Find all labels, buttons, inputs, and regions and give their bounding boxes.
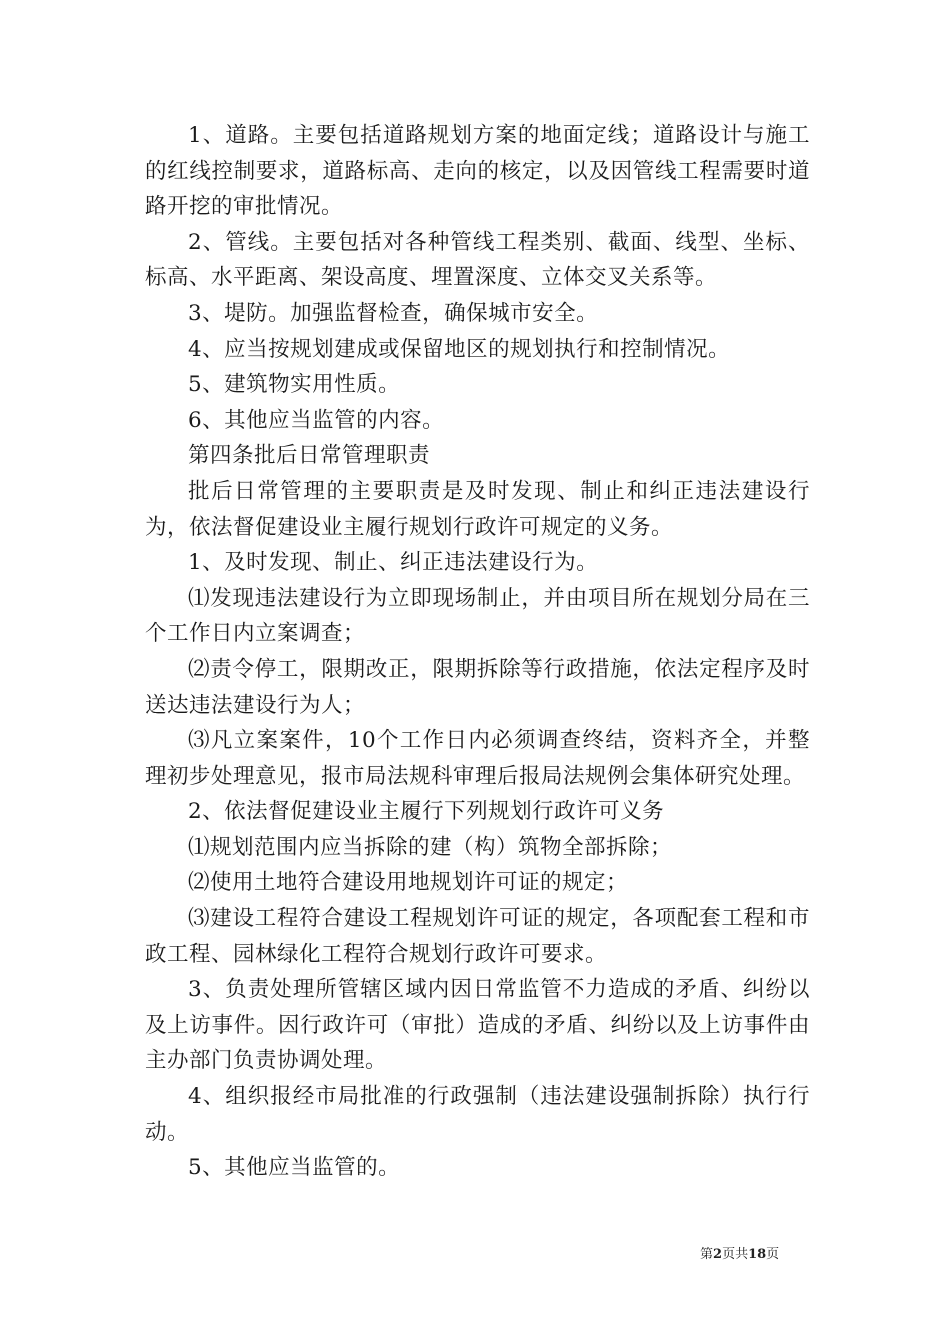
current-page-number: 2 [713,1247,723,1262]
paragraph-duty-1-item-1: ⑴发现违法建设行为立即现场制止，并由项目所在规划分局在三个工作日内立案调查； [145,585,810,647]
paragraph-pipeline: 2、管线。主要包括对各种管线工程类别、截面、线型、坐标、标高、水平距离、架设高度、埋置深度、立体交叉关系等。 [145,229,810,291]
paragraph-other-content: 6、其他应当监管的内容。 [188,407,445,433]
paragraph-building-use: 5、建筑物实用性质。 [188,372,401,398]
paragraph-duty-3: 3、负责处理所管辖区域内因日常监管不力造成的矛盾、纠纷以及上访事件。因行政许可（审批）造成的矛盾、纠纷以及上访事件由主办部门负责协调处理。 [145,977,810,1074]
paragraph-duty-5: 5、其他应当监管的。 [188,1155,401,1181]
paragraph-duty-2-item-1: ⑴规划范围内应当拆除的建（构）筑物全部拆除； [188,834,673,860]
footer-middle: 页共 [722,1247,749,1262]
page-footer [700,1246,810,1264]
paragraph-duty-4: 4、组织报经市局批准的行政强制（违法建设强制拆除）执行行动。 [145,1084,810,1145]
footer-prefix: 第 [700,1247,714,1262]
paragraph-duty-2-item-2: ⑵使用土地符合建设用地规划许可证的规定； [188,870,629,896]
document-body [145,118,810,1186]
paragraph-embankment: 3、堤防。加强监督检查，确保城市安全。 [188,300,599,326]
paragraph-duty-1-item-3: ⑶凡立案案件，10个工作日内必须调查终结，资料齐全，并整理初步处理意见，报市局法规科审理后报局法规例会集体研究处理。 [145,728,810,789]
paragraph-road: 1、道路。主要包括道路规划方案的地面定线；道路设计与施工的红线控制要求，道路标高、走向的核定，以及因管线工程需要时道路开挖的审批情况。 [145,123,810,220]
paragraph-planning-control: 4、应当按规划建成或保留地区的规划执行和控制情况。 [188,336,731,362]
section-heading-article-4: 第四条批后日常管理职责 [188,443,431,469]
paragraph-main-duties: 批后日常管理的主要职责是及时发现、制止和纠正违法建设行为，依法督促建设业主履行规划行政许可规定的义务。 [145,478,810,540]
footer-suffix: 页 [766,1247,780,1262]
paragraph-duty-2: 2、依法督促建设业主履行下列规划行政许可义务 [188,799,665,825]
paragraph-duty-1: 1、及时发现、制止、纠正违法建设行为。 [188,550,599,576]
total-page-count: 18 [748,1247,767,1262]
paragraph-duty-1-item-2: ⑵责令停工，限期改正，限期拆除等行政措施，依法定程序及时送达违法建设行为人； [145,656,810,718]
paragraph-duty-2-item-3: ⑶建设工程符合建设工程规划许可证的规定，各项配套工程和市政工程、园林绿化工程符合规划行政许可要求。 [145,906,810,967]
